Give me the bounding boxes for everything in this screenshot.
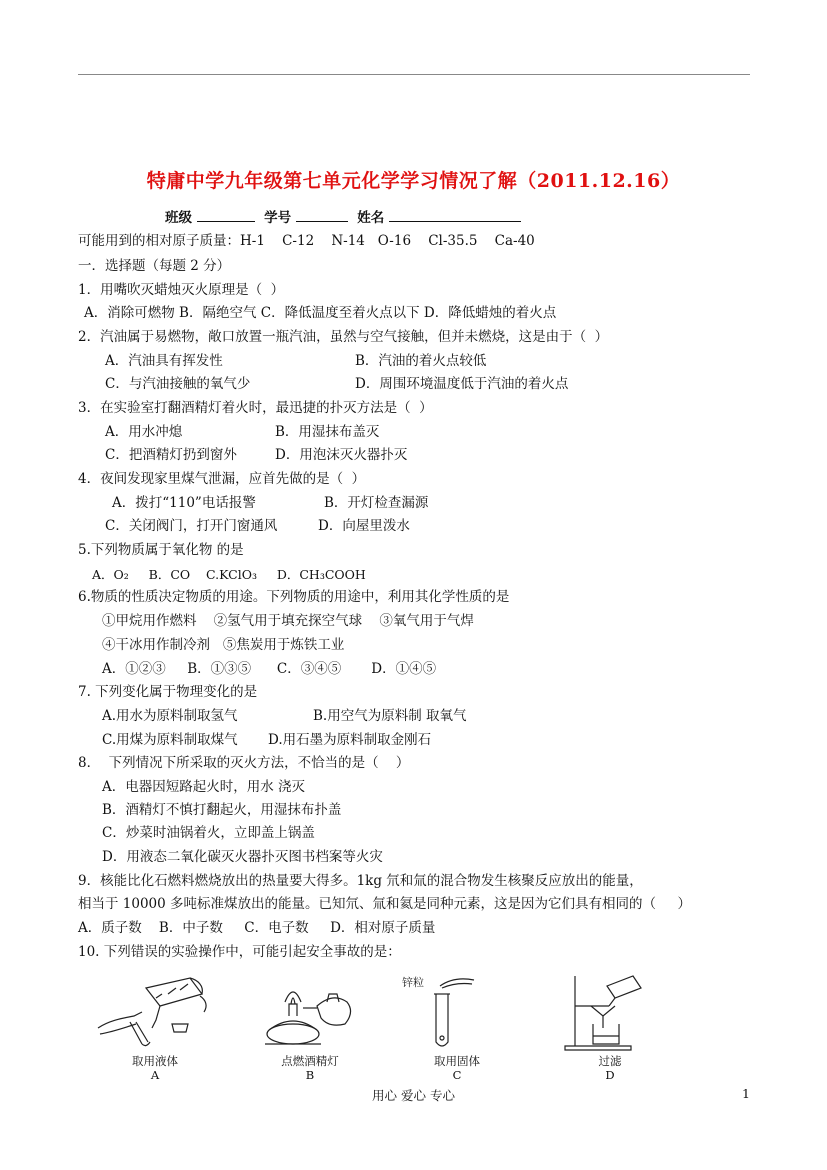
student-id-label: 学号 xyxy=(264,210,292,226)
q3-stem: 3．在实验室打翻酒精灯着火时，最迅捷的扑灭方法是（ ） xyxy=(78,400,433,416)
figure-b xyxy=(245,972,375,1084)
q4-option-b: B．开灯检查漏源 xyxy=(324,495,429,511)
q7-option-a: A.用水为原料制取氢气 xyxy=(102,708,238,724)
atomic-masses: 可能用到的相对原子质量：H-1 C-12 N-14 O-16 Cl-35.5 Ca-40 xyxy=(78,233,535,249)
figure-c xyxy=(392,972,522,1084)
q9-options: A．质子数 B．中子数 C．电子数 D．相对原子质量 xyxy=(78,920,436,936)
name-blank[interactable] xyxy=(389,207,521,222)
q7-option-b: B.用空气为原料制 取氧气 xyxy=(313,708,467,724)
q3-option-c: C．把酒精灯扔到窗外 xyxy=(105,447,237,463)
q3-option-d: D．用泡沫灭火器扑灭 xyxy=(275,447,408,463)
q7-stem: 7. 下列变化属于物理变化的是 xyxy=(78,684,258,700)
q4-option-a: A．拨打“110”电话报警 xyxy=(112,495,256,511)
q2-option-a: A．汽油具有挥发性 xyxy=(105,353,223,369)
figure-a xyxy=(90,972,220,1084)
q10-figures xyxy=(80,972,700,1084)
q2-option-c: C．与汽油接触的氧气少 xyxy=(105,376,251,392)
figure-a-caption: 取用液体 A xyxy=(132,1054,178,1082)
q7-option-c: C.用煤为原料制取煤气 xyxy=(102,732,238,748)
q4-option-d: D．向屋里泼水 xyxy=(318,518,410,534)
q5-options: A．O₂ B．CO C.KClO₃ D．CH₃COOH xyxy=(92,567,366,582)
q1-stem: 1．用嘴吹灭蜡烛灭火原理是（ ） xyxy=(78,282,285,298)
figure-b-caption: 点燃酒精灯 B xyxy=(281,1054,339,1082)
q8-option-a: A．电器因短路起火时，用水 浇灭 xyxy=(102,779,306,795)
section-heading: 一．选择题（每题 2 分） xyxy=(78,258,231,274)
class-label: 班级 xyxy=(165,210,192,226)
q8-option-d: D．用液态二氧化碳灭火器扑灭图书档案等火灾 xyxy=(102,849,383,865)
q10-stem: 10. 下列错误的实验操作中，可能引起安全事故的是： xyxy=(78,944,401,960)
figure-d-caption: 过滤 D xyxy=(598,1054,622,1082)
q8-option-c: C．炒菜时油锅着火，立即盖上锅盖 xyxy=(102,825,315,841)
q5-stem: 5.下列物质属于氧化物 的是 xyxy=(78,542,244,558)
pouring-liquid-illustration xyxy=(90,972,220,1052)
q9-stem-line-2: 相当于 10000 多吨标准煤放出的能量。已知氘、氚和氦是同种元素，这是因为它们具有相同的（ ） xyxy=(78,896,691,912)
q3-option-a: A．用水冲熄 xyxy=(105,424,183,440)
name-label: 姓名 xyxy=(357,210,385,226)
header-rule xyxy=(78,74,750,75)
figure-d xyxy=(545,972,675,1084)
adding-solid-illustration xyxy=(392,972,522,1052)
student-id-blank[interactable] xyxy=(296,207,348,222)
alcohol-lamp-illustration xyxy=(245,972,375,1052)
q6-line-2: ④干冰用作制冷剂 ⑤焦炭用于炼铁工业 xyxy=(102,637,345,653)
q2-stem: 2．汽油属于易燃物，敞口放置一瓶汽油，虽然与空气接触，但并未燃烧，这是由于（ ） xyxy=(78,329,609,345)
q2-option-b: B．汽油的着火点较低 xyxy=(355,353,487,369)
q8-stem: 8． 下列情况下所采取的灭火方法，不恰当的是（ ） xyxy=(78,755,410,771)
q1-options: A．消除可燃物 B．隔绝空气 C．降低温度至着火点以下 D．降低蜡烛的着火点 xyxy=(84,305,557,321)
q4-option-c: C．关闭阀门，打开门窗通风 xyxy=(105,518,278,534)
q4-stem: 4．夜间发现家里煤气泄漏，应首先做的是（ ） xyxy=(78,471,366,487)
page-title: 特庸中学九年级第七单元化学学习情况了解（2011.12.16） xyxy=(146,170,681,192)
page-number: 1 xyxy=(742,1086,750,1101)
q2-option-d: D．周围环境温度低于汽油的着火点 xyxy=(355,376,569,392)
figure-c-caption: 取用固体 C xyxy=(434,1054,480,1082)
filtration-illustration xyxy=(545,972,675,1052)
q7-option-d: D.用石墨为原料制取金刚石 xyxy=(268,732,432,748)
page-footer: 用心 爱心 专心 xyxy=(372,1088,455,1103)
q6-options: A．①②③ B．①③⑤ C．③④⑤ D．①④⑤ xyxy=(102,661,437,677)
q6-stem: 6.物质的性质决定物质的用途。下列物质的用途中，利用其化学性质的是 xyxy=(78,589,510,605)
zinc-label: 锌粒 xyxy=(402,976,424,989)
class-blank[interactable] xyxy=(197,207,255,222)
q3-option-b: B．用湿抹布盖灭 xyxy=(275,424,380,440)
q8-option-b: B．酒精灯不慎打翻起火，用湿抹布扑盖 xyxy=(102,802,342,818)
q6-line-1: ①甲烷用作燃料 ②氢气用于填充探空气球 ③氧气用于气焊 xyxy=(102,613,474,629)
q9-stem-line-1: 9．核能比化石燃料燃烧放出的热量要大得多。1kg 氘和氚的混合物发生核聚反应放出的能量， xyxy=(78,873,643,889)
student-info-row xyxy=(165,207,521,227)
